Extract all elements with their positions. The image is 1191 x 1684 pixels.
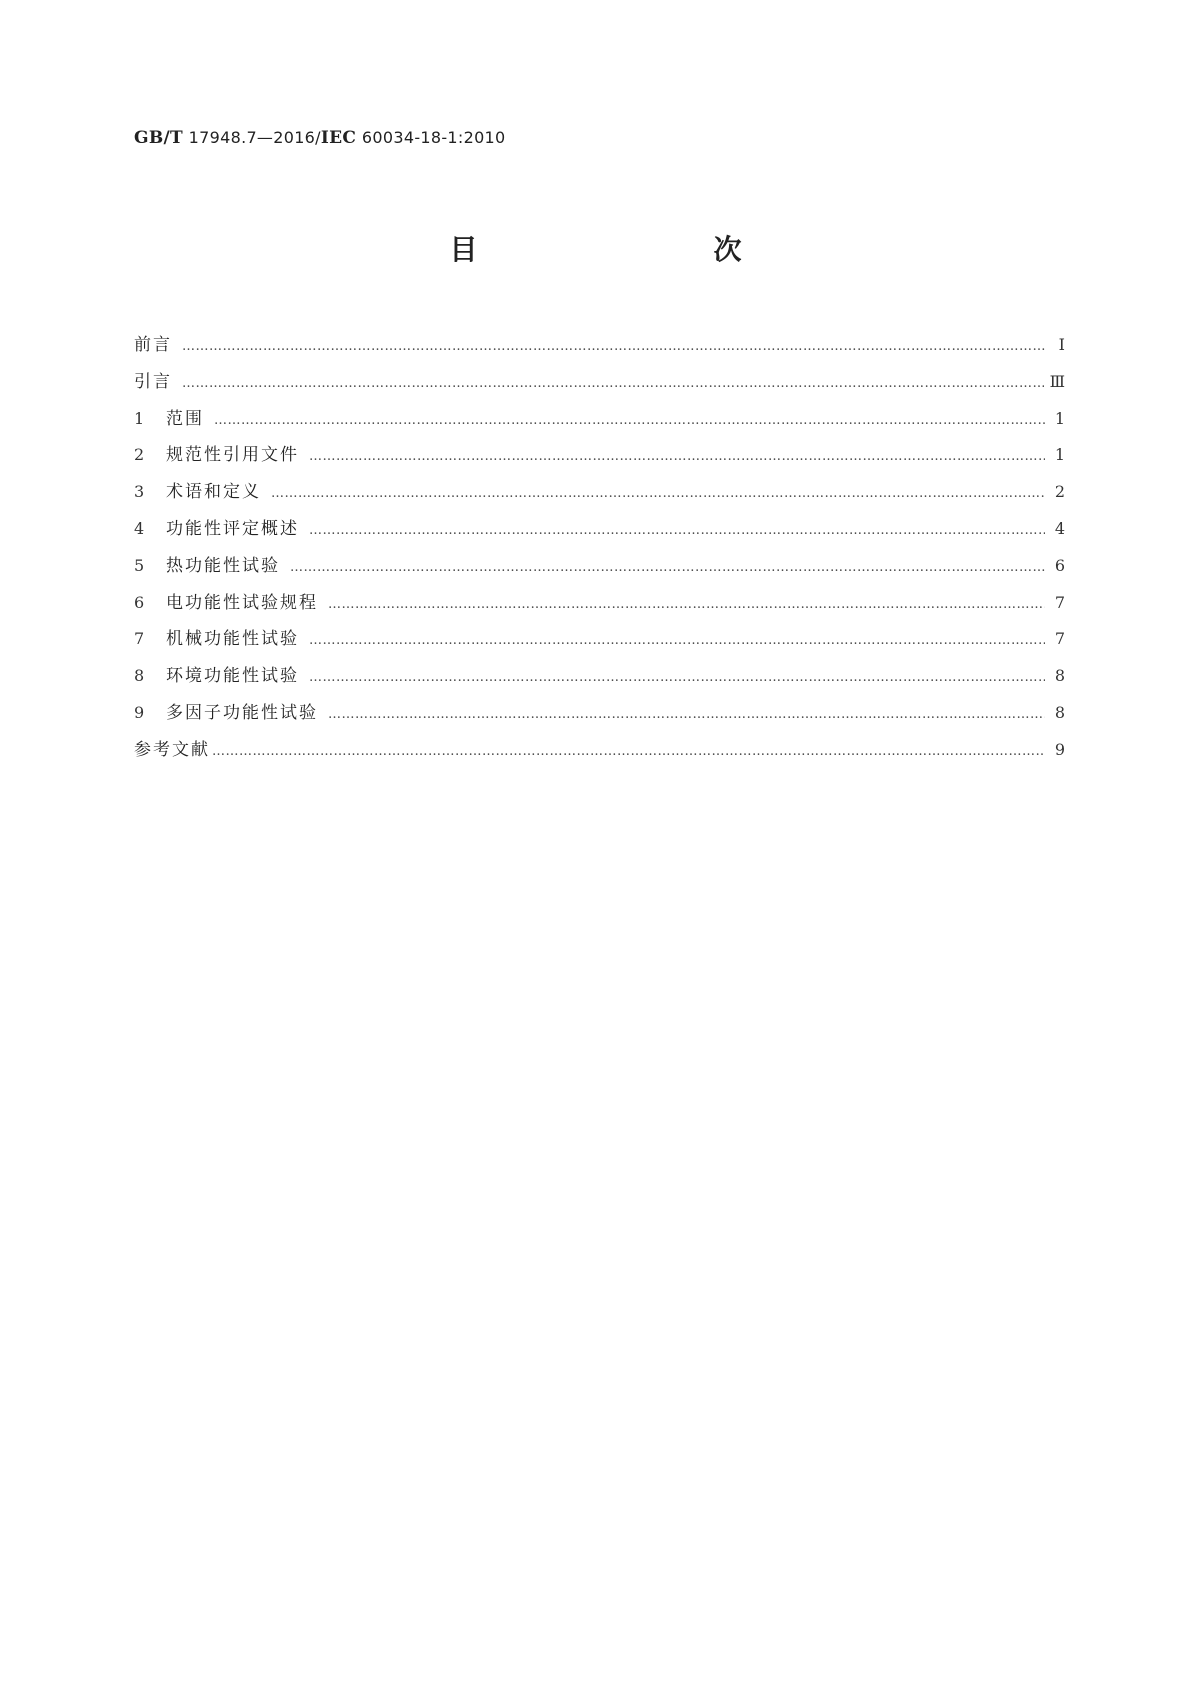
toc-entry-label: 范围 [166, 408, 204, 429]
toc-entry-page: 7 [1054, 592, 1065, 612]
toc-dot-leader [309, 633, 1045, 648]
toc-entry-number: 2 [134, 445, 145, 465]
toc-entry[interactable] [134, 404, 1065, 441]
toc-entry[interactable] [134, 477, 1065, 514]
toc-entry-label: 热功能性试验 [166, 555, 280, 576]
toc-entry-label: 功能性评定概述 [166, 518, 299, 539]
toc-entry[interactable] [134, 588, 1065, 625]
toc-dot-leader [212, 744, 1045, 759]
toc-entry-number: 7 [134, 629, 145, 649]
toc-entry-label: 术语和定义 [166, 482, 261, 503]
toc-dot-leader [309, 449, 1045, 464]
toc-entry-label: 环境功能性试验 [166, 666, 299, 687]
iec-number: 60034-18-1:2010 [361, 128, 506, 147]
toc-dot-leader [214, 413, 1045, 428]
toc-dot-leader [182, 376, 1044, 391]
toc-entry-page: 9 [1054, 739, 1065, 759]
toc-entry[interactable] [134, 514, 1065, 551]
toc-dot-leader [328, 707, 1045, 722]
toc-entry-label: 多因子功能性试验 [166, 702, 318, 723]
toc-entry-label: 规范性引用文件 [166, 445, 299, 466]
iec-code: IEC [320, 128, 357, 148]
standard-code: GB/T [134, 128, 183, 148]
toc-entry-number: 4 [134, 518, 145, 538]
toc-entry[interactable] [134, 440, 1065, 477]
toc-entry-page: 1 [1054, 445, 1065, 465]
toc-entry-page: 8 [1054, 666, 1065, 686]
toc-entry-page: Ⅲ [1049, 371, 1065, 391]
toc-entry[interactable] [134, 661, 1065, 698]
toc-entry[interactable] [134, 367, 1065, 404]
toc-entry-number: 3 [134, 482, 145, 502]
standard-number: 17948.7—2016/ [188, 128, 321, 147]
toc-entry-number: 6 [134, 592, 145, 612]
toc-entry-page: 4 [1054, 518, 1065, 538]
toc-entry-page: 2 [1054, 482, 1065, 502]
toc-entry-number: 5 [134, 555, 145, 575]
toc-dot-leader [309, 523, 1045, 538]
toc-entry-label: 参考文献 [134, 739, 210, 760]
toc-entry-label: 电功能性试验规程 [166, 592, 318, 613]
toc-entry-page: 6 [1054, 555, 1065, 575]
toc-entry-number: 8 [134, 666, 145, 686]
toc-entry-page: 1 [1054, 408, 1065, 428]
toc-dot-leader [182, 339, 1045, 354]
toc-entry[interactable] [134, 330, 1065, 367]
toc-entry-number: 9 [134, 702, 145, 722]
toc-entry-label: 前言 [134, 335, 172, 355]
toc-title: 目 次 [449, 233, 802, 266]
standard-header [134, 128, 506, 148]
table-of-contents [134, 330, 1065, 772]
toc-dot-leader [328, 597, 1045, 612]
toc-entry[interactable] [134, 735, 1065, 772]
toc-dot-leader [290, 560, 1045, 575]
toc-entry-page: 7 [1054, 629, 1065, 649]
toc-entry-label: 引言 [134, 371, 172, 392]
toc-entry-page: Ⅰ [1058, 335, 1065, 354]
toc-dot-leader [309, 670, 1045, 685]
toc-entry[interactable] [134, 698, 1065, 735]
toc-dot-leader [271, 486, 1045, 501]
toc-entry-page: 8 [1054, 702, 1065, 722]
toc-entry[interactable] [134, 624, 1065, 661]
toc-entry-number: 1 [134, 408, 145, 428]
toc-entry-label: 机械功能性试验 [166, 629, 299, 650]
toc-entry[interactable] [134, 551, 1065, 588]
